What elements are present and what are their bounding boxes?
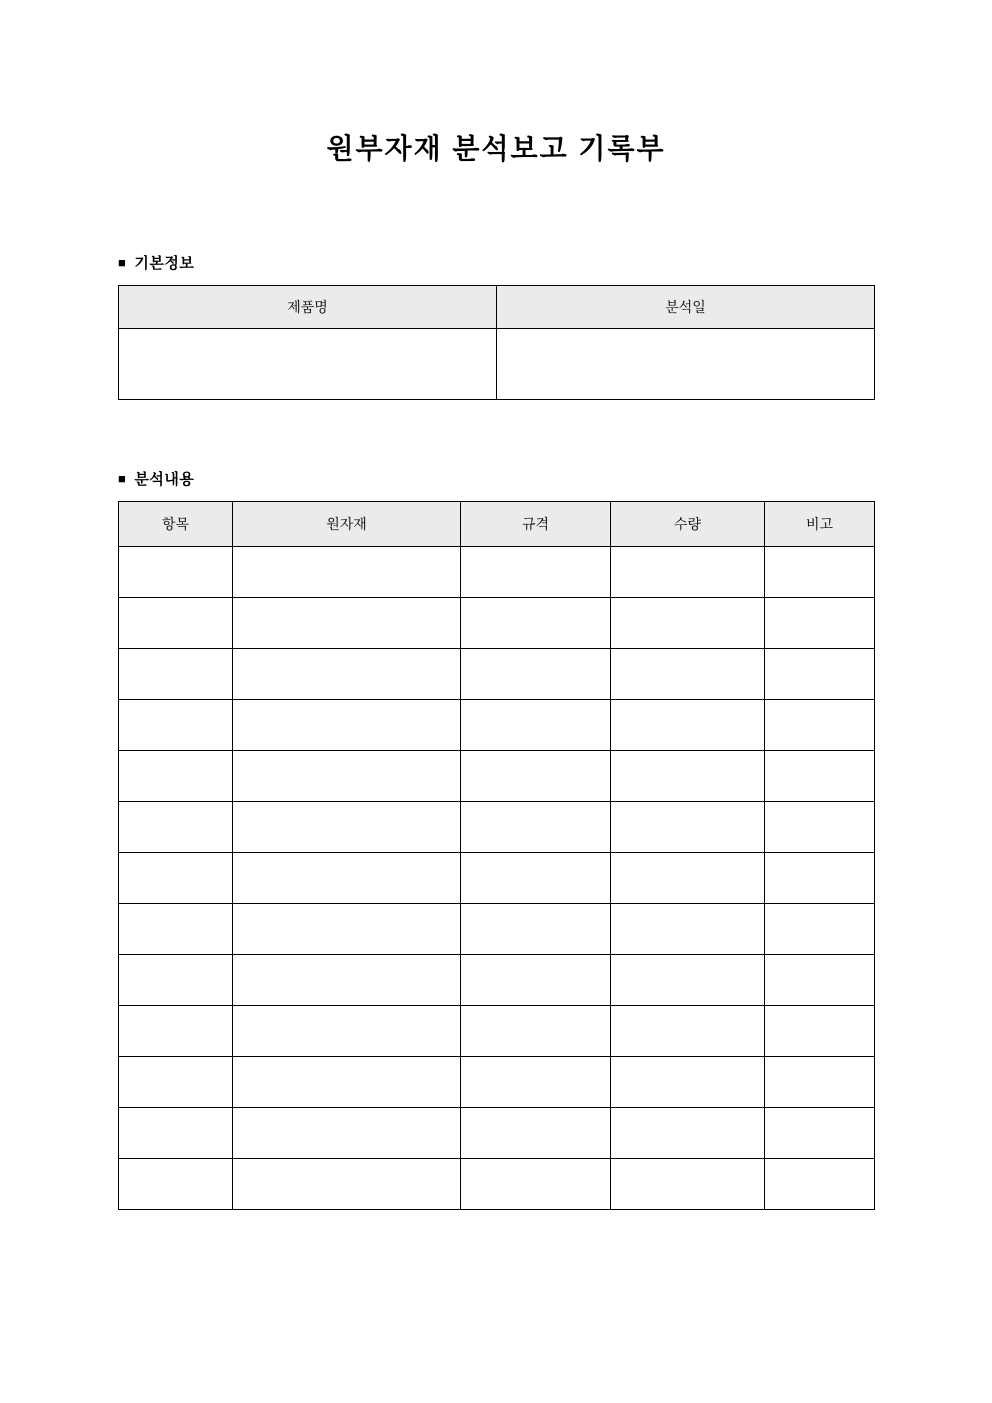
cell-item[interactable]	[119, 852, 233, 903]
square-bullet-icon: ■	[118, 254, 127, 270]
column-header-spec: 규격	[461, 501, 611, 546]
cell-spec[interactable]	[461, 1005, 611, 1056]
cell-item[interactable]	[119, 546, 233, 597]
section-heading-basic-info-label: 기본정보	[134, 254, 195, 272]
cell-spec[interactable]	[461, 750, 611, 801]
cell-spec[interactable]	[461, 546, 611, 597]
section-heading-analysis-content	[0, 468, 992, 489]
table-row	[119, 648, 875, 699]
cell-item[interactable]	[119, 699, 233, 750]
table-row	[119, 852, 875, 903]
cell-raw-material[interactable]	[233, 750, 461, 801]
cell-product-name[interactable]	[119, 328, 497, 399]
cell-spec[interactable]	[461, 1107, 611, 1158]
cell-quantity[interactable]	[611, 903, 765, 954]
section-basic-info	[0, 252, 992, 400]
table-row	[119, 1056, 875, 1107]
column-header-product-name: 제품명	[119, 285, 497, 328]
table-row	[119, 328, 875, 399]
table-row	[119, 750, 875, 801]
column-header-quantity: 수량	[611, 501, 765, 546]
table-row	[119, 1158, 875, 1209]
table-row	[119, 903, 875, 954]
column-header-analysis-date: 분석일	[497, 285, 875, 328]
cell-note[interactable]	[765, 1056, 875, 1107]
cell-note[interactable]	[765, 903, 875, 954]
cell-spec[interactable]	[461, 903, 611, 954]
cell-quantity[interactable]	[611, 954, 765, 1005]
table-header-row	[119, 501, 875, 546]
cell-quantity[interactable]	[611, 648, 765, 699]
cell-item[interactable]	[119, 1158, 233, 1209]
cell-note[interactable]	[765, 954, 875, 1005]
cell-item[interactable]	[119, 597, 233, 648]
cell-item[interactable]	[119, 954, 233, 1005]
analysis-content-table-body	[119, 546, 875, 1209]
cell-spec[interactable]	[461, 699, 611, 750]
cell-note[interactable]	[765, 699, 875, 750]
cell-raw-material[interactable]	[233, 903, 461, 954]
analysis-content-table	[118, 501, 875, 1210]
section-heading-basic-info	[0, 252, 992, 273]
cell-raw-material[interactable]	[233, 1107, 461, 1158]
table-row	[119, 954, 875, 1005]
cell-item[interactable]	[119, 1005, 233, 1056]
cell-spec[interactable]	[461, 852, 611, 903]
cell-raw-material[interactable]	[233, 546, 461, 597]
cell-note[interactable]	[765, 1005, 875, 1056]
table-row	[119, 597, 875, 648]
square-bullet-icon: ■	[118, 470, 127, 486]
table-row	[119, 699, 875, 750]
section-analysis-content	[0, 468, 992, 1210]
cell-quantity[interactable]	[611, 1056, 765, 1107]
cell-raw-material[interactable]	[233, 852, 461, 903]
cell-raw-material[interactable]	[233, 954, 461, 1005]
cell-item[interactable]	[119, 903, 233, 954]
cell-raw-material[interactable]	[233, 699, 461, 750]
cell-raw-material[interactable]	[233, 597, 461, 648]
table-header-row	[119, 285, 875, 328]
cell-analysis-date[interactable]	[497, 328, 875, 399]
cell-spec[interactable]	[461, 1056, 611, 1107]
cell-spec[interactable]	[461, 801, 611, 852]
cell-item[interactable]	[119, 750, 233, 801]
cell-raw-material[interactable]	[233, 801, 461, 852]
column-header-item: 항목	[119, 501, 233, 546]
cell-quantity[interactable]	[611, 1107, 765, 1158]
cell-quantity[interactable]	[611, 1158, 765, 1209]
column-header-raw-material: 원자재	[233, 501, 461, 546]
cell-note[interactable]	[765, 1158, 875, 1209]
cell-quantity[interactable]	[611, 852, 765, 903]
cell-note[interactable]	[765, 750, 875, 801]
cell-spec[interactable]	[461, 648, 611, 699]
cell-spec[interactable]	[461, 954, 611, 1005]
section-heading-analysis-content-label: 분석내용	[134, 470, 195, 488]
cell-raw-material[interactable]	[233, 1056, 461, 1107]
table-row	[119, 801, 875, 852]
cell-raw-material[interactable]	[233, 1158, 461, 1209]
cell-item[interactable]	[119, 1056, 233, 1107]
cell-item[interactable]	[119, 1107, 233, 1158]
cell-item[interactable]	[119, 801, 233, 852]
cell-spec[interactable]	[461, 597, 611, 648]
cell-note[interactable]	[765, 1107, 875, 1158]
cell-note[interactable]	[765, 852, 875, 903]
cell-quantity[interactable]	[611, 1005, 765, 1056]
cell-raw-material[interactable]	[233, 648, 461, 699]
cell-note[interactable]	[765, 546, 875, 597]
cell-quantity[interactable]	[611, 597, 765, 648]
cell-item[interactable]	[119, 648, 233, 699]
basic-info-table	[118, 285, 875, 400]
cell-spec[interactable]	[461, 1158, 611, 1209]
cell-raw-material[interactable]	[233, 1005, 461, 1056]
cell-note[interactable]	[765, 648, 875, 699]
cell-quantity[interactable]	[611, 750, 765, 801]
page-title: 원부자재 분석보고 기록부	[326, 133, 666, 164]
cell-quantity[interactable]	[611, 801, 765, 852]
cell-note[interactable]	[765, 597, 875, 648]
column-header-note: 비고	[765, 501, 875, 546]
cell-quantity[interactable]	[611, 546, 765, 597]
table-row	[119, 1005, 875, 1056]
cell-note[interactable]	[765, 801, 875, 852]
table-row	[119, 546, 875, 597]
table-row	[119, 1107, 875, 1158]
cell-quantity[interactable]	[611, 699, 765, 750]
